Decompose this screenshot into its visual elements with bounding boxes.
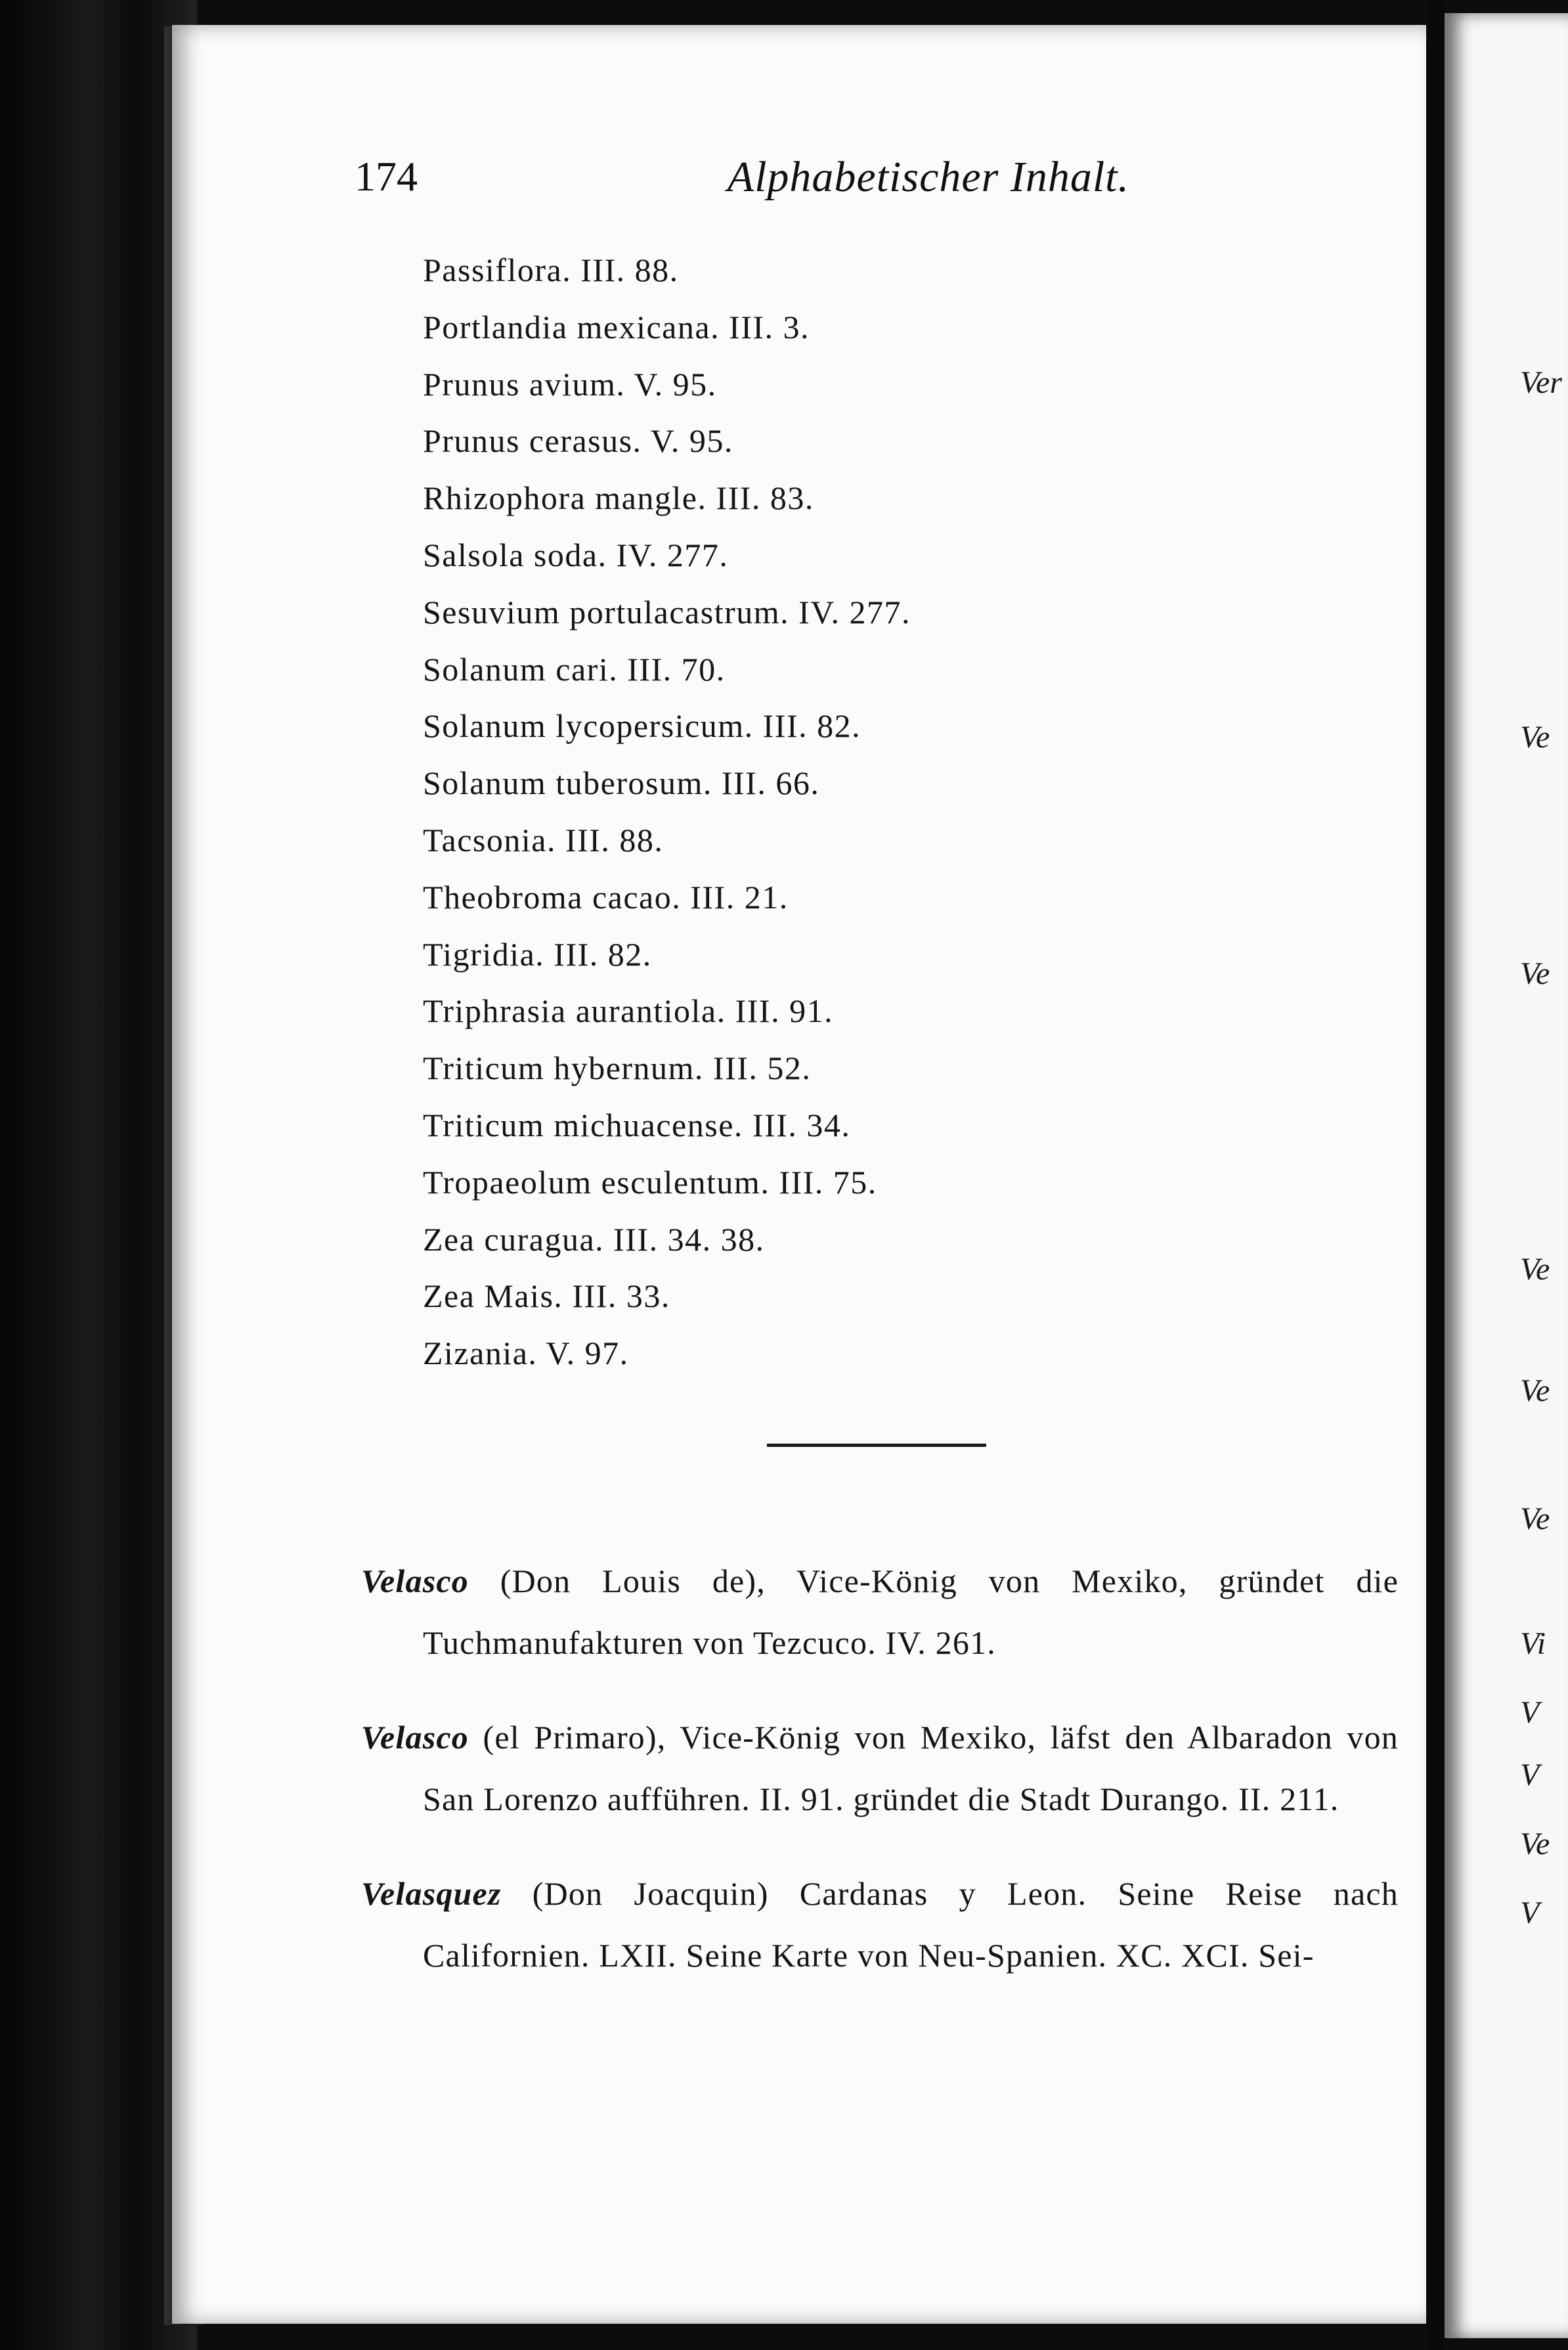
list-item: Triphrasia aurantiola. III. 91. xyxy=(423,992,834,1030)
page-number: 174 xyxy=(355,153,418,200)
section-divider xyxy=(767,1444,986,1447)
facing-fragment: V xyxy=(1520,1758,1540,1792)
list-item: Salsola soda. IV. 277. xyxy=(423,536,729,573)
list-item: Zea curagua. III. 34. 38. xyxy=(423,1220,765,1258)
facing-fragment: Ve xyxy=(1520,1252,1550,1287)
entry-text: (Don Louis de), Vice-König von Mexiko, gründet die Tuchmanufakturen von Tezcuco. IV. 261. xyxy=(423,1563,1399,1661)
facing-fragment: Ver xyxy=(1520,365,1562,400)
list-item: Solanum tuberosum. III. 66. xyxy=(423,765,820,802)
list-item: Prunus avium. V. 95. xyxy=(423,365,717,403)
entry-name: Velasco xyxy=(361,1563,469,1599)
list-item: Triticum hybernum. III. 52. xyxy=(423,1050,812,1087)
list-item: Prunus cerasus. V. 95. xyxy=(423,422,733,460)
facing-fragment: V xyxy=(1520,1896,1540,1930)
list-item: Rhizophora mangle. III. 83. xyxy=(423,479,814,517)
facing-fragment: Ve xyxy=(1520,720,1550,755)
list-item: Solanum lycopersicum. III. 82. xyxy=(423,707,861,745)
list-item: Passiflora. III. 88. xyxy=(423,252,679,288)
list-item: Theobroma cacao. III. 21. xyxy=(423,878,789,916)
list-item: Triticum michuacense. III. 34. xyxy=(423,1106,851,1143)
list-item: Tacsonia. III. 88. xyxy=(423,821,664,858)
facing-fragment: Vi xyxy=(1520,1626,1546,1661)
facing-fragment: V xyxy=(1520,1695,1540,1730)
list-item: Tropaeolum esculentum. III. 75. xyxy=(423,1163,877,1201)
index-entry xyxy=(361,1706,1399,1830)
facing-page xyxy=(1445,13,1568,2338)
page-header xyxy=(355,152,1129,211)
list-item: Solanum cari. III. 70. xyxy=(423,650,726,688)
list-item: Zizania. V. 97. xyxy=(423,1335,629,1372)
list-item: Zea Mais. III. 33. xyxy=(423,1277,670,1315)
index-entry xyxy=(361,1863,1399,1986)
plant-index-list xyxy=(423,242,911,1382)
entry-text: (Don Joacquin) Cardanas y Leon. Seine Reise nach Californien. LXII. Seine Karte von Neu-Spanien. XC. XCI. Sei- xyxy=(423,1875,1399,1974)
entry-name: Velasquez xyxy=(361,1875,502,1912)
list-item: Portlandia mexicana. III. 3. xyxy=(423,308,810,345)
entry-name: Velasco xyxy=(361,1719,469,1756)
facing-fragment: Ve xyxy=(1520,1373,1550,1408)
index-entry xyxy=(361,1550,1399,1674)
running-title: Alphabetischer Inhalt. xyxy=(727,153,1129,201)
facing-fragment: Ve xyxy=(1520,1827,1550,1861)
facing-fragment: Ve xyxy=(1520,956,1550,991)
page-gutter xyxy=(1426,0,1445,2350)
entry-text: (el Primaro), Vice-König von Mexiko, läfst den Albaradon von San Lorenzo aufführen. II. 91. gründet die Stadt Durango. II. 211. xyxy=(423,1719,1399,1817)
list-item: Tigridia. III. 82. xyxy=(423,935,652,973)
facing-fragment: Ve xyxy=(1520,1501,1550,1536)
name-index-entries xyxy=(361,1517,1399,1993)
list-item: Sesuvium portulacastrum. IV. 277. xyxy=(423,593,911,631)
